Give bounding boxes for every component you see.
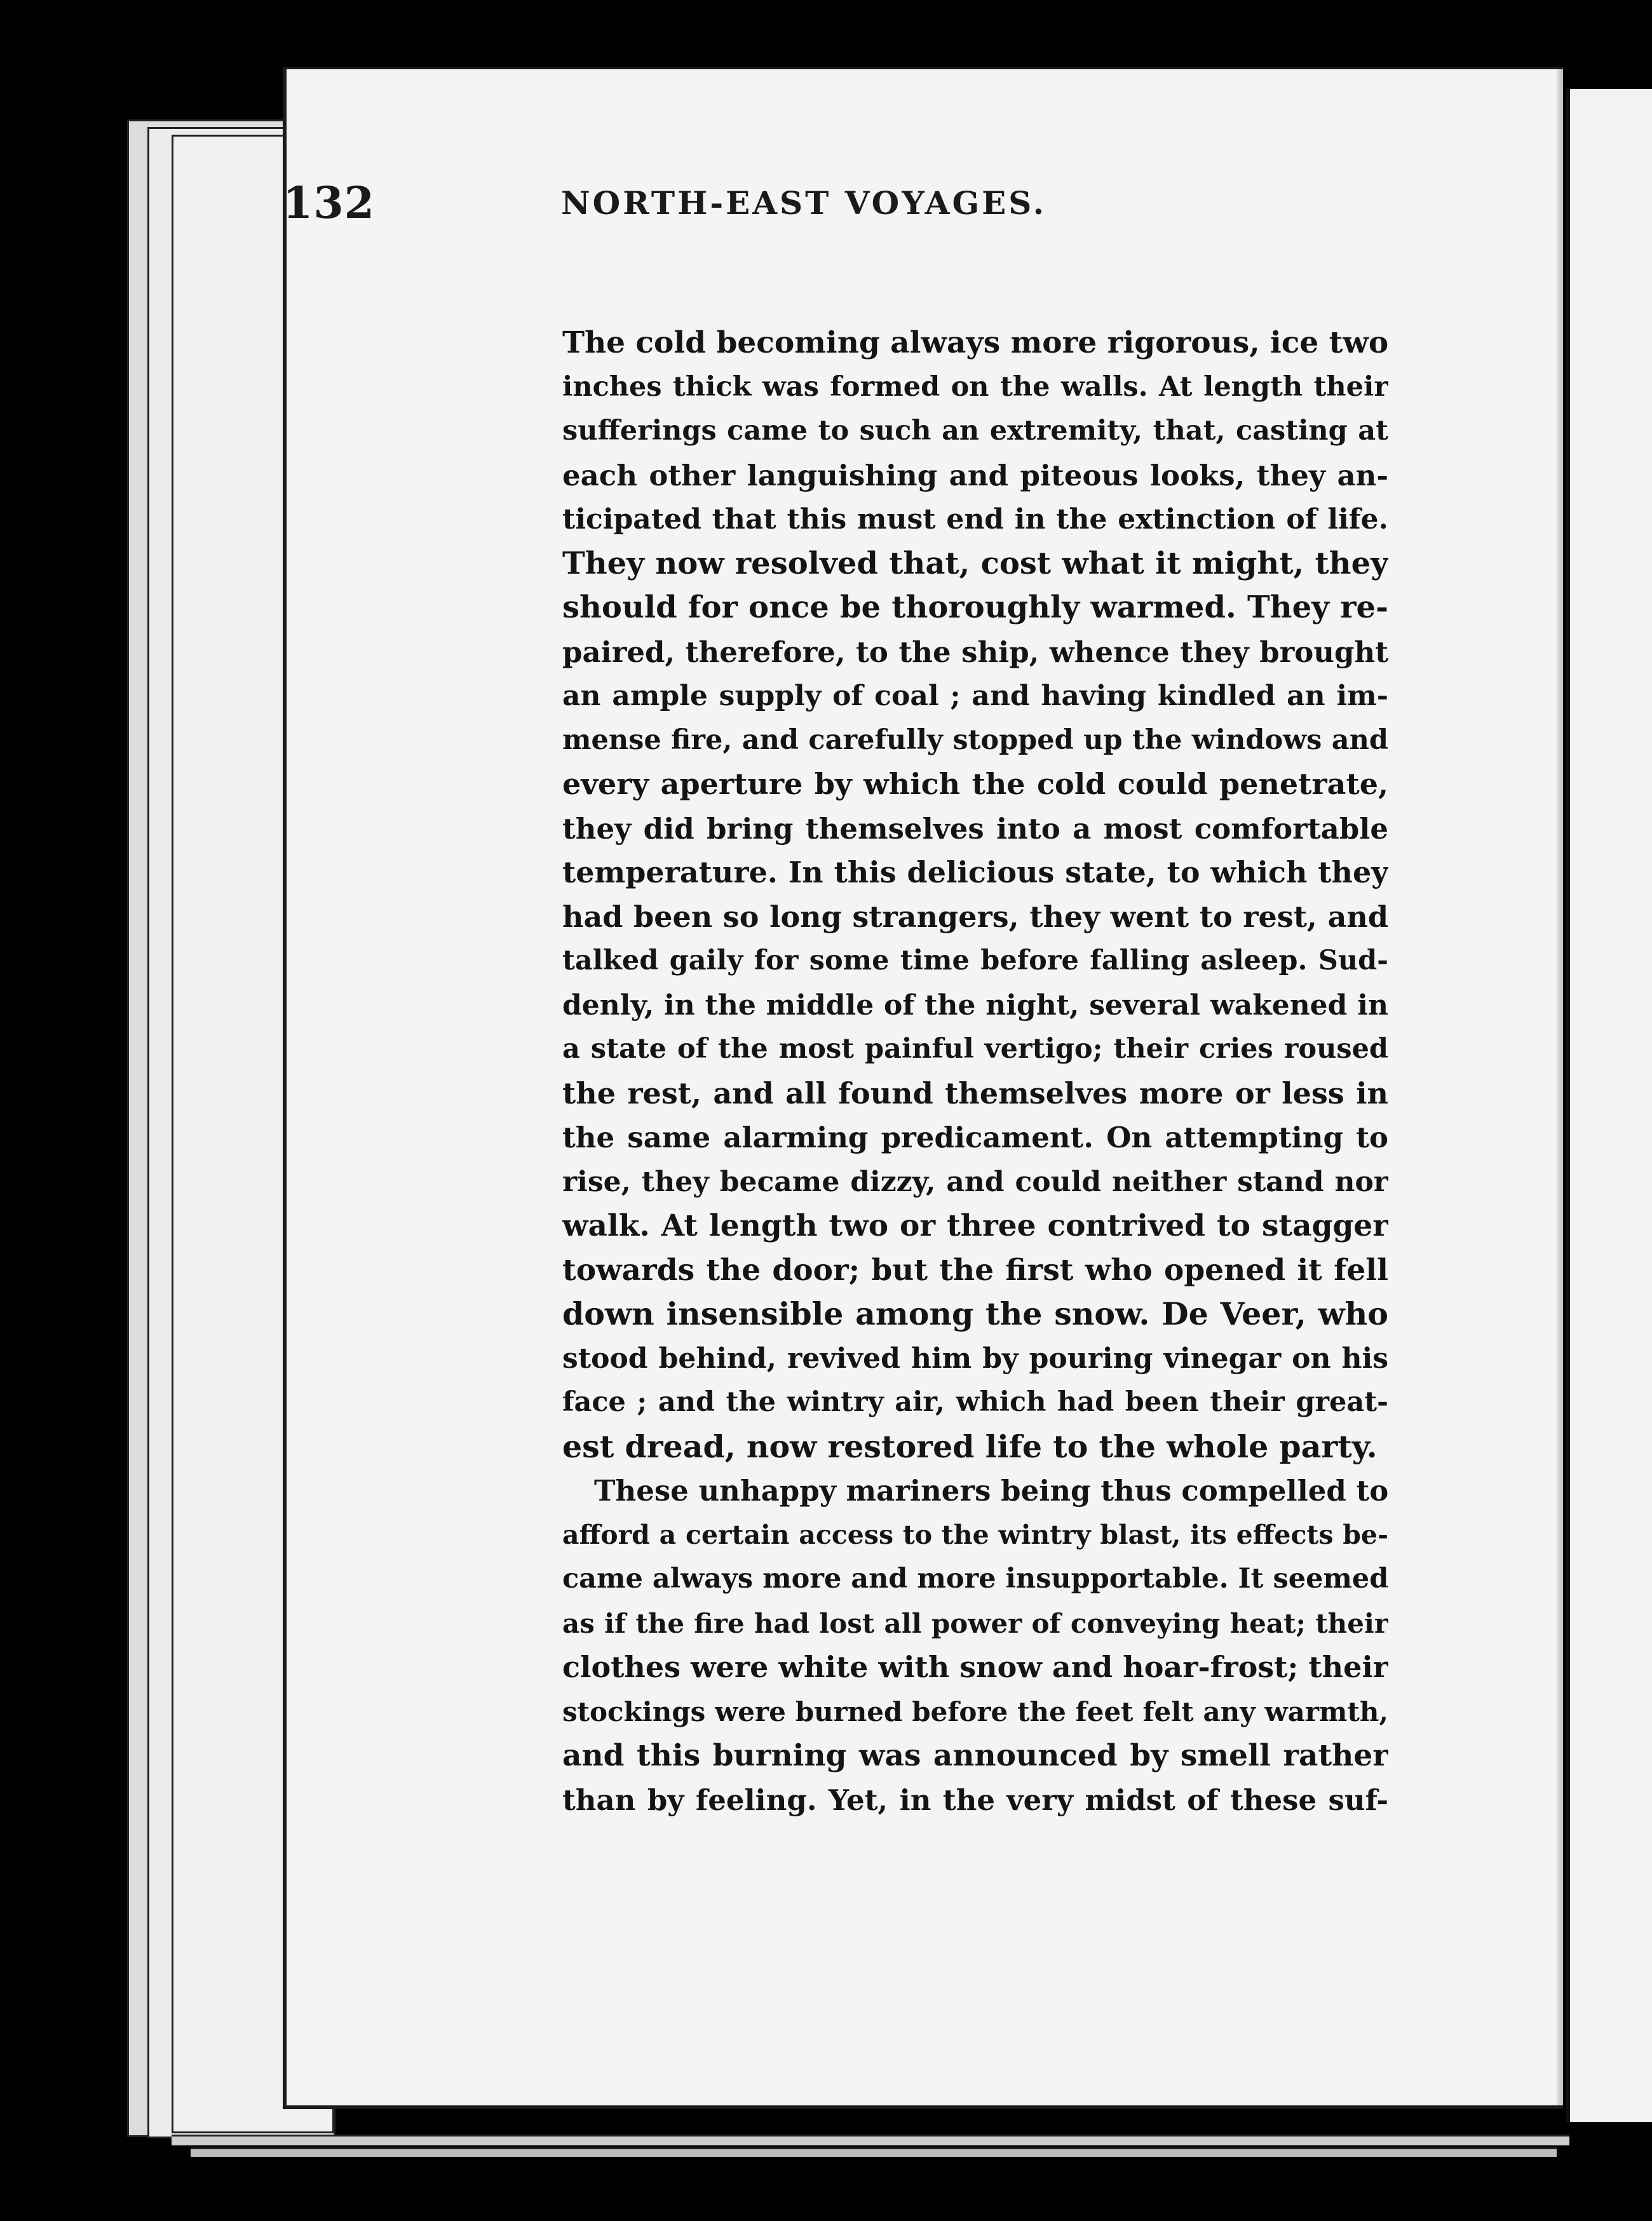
text-line: as if the fire had lost all power of conveying heat; their — [562, 1607, 1388, 1639]
page-number: 132 — [283, 178, 375, 229]
text-line: stockings were burned before the feet felt any warmth, — [562, 1696, 1388, 1727]
text-line: an ample supply of coal ; and having kindled an im- — [562, 680, 1388, 712]
text-line: a state of the most painful vertigo; their cries roused — [562, 1033, 1388, 1065]
body-text — [562, 321, 1388, 1822]
paragraph-1 — [562, 321, 1388, 1469]
text-line: temperature. In this delicious state, to which they — [562, 855, 1388, 889]
text-line: came always more and more insupportable. It seemed — [562, 1563, 1388, 1595]
page-header — [283, 178, 1236, 248]
text-line: ticipated that this must end in the extinction of life. — [562, 503, 1388, 536]
text-line: rise, they became dizzy, and could neither stand nor — [562, 1165, 1388, 1198]
text-line: paired, therefore, to the ship, whence they brought — [562, 635, 1388, 669]
text-line: every aperture by which the cold could penetrate, — [562, 767, 1388, 801]
text-line: The cold becoming always more rigorous, ice two — [562, 325, 1388, 360]
text-line: walk. At length two or three contrived to stagger — [562, 1208, 1388, 1243]
text-line: they did bring themselves into a most comfortable — [562, 811, 1388, 846]
text-line: stood behind, revived him by pouring vinegar on his — [562, 1342, 1388, 1375]
text-line: towards the door; but the first who opened it fell — [562, 1252, 1388, 1288]
page-edge-bottom-lower — [191, 2147, 1557, 2157]
text-line: and this burning was announced by smell rather — [562, 1738, 1388, 1773]
facing-page-edge — [1566, 89, 1652, 2122]
paragraph-2 — [562, 1469, 1388, 1822]
text-line: mense fire, and carefully stopped up the windows and — [562, 724, 1388, 756]
text-line: They now resolved that, cost what it might, they — [562, 545, 1388, 581]
text-line: each other languishing and piteous looks, they an- — [562, 458, 1388, 492]
running-head: NORTH-EAST VOYAGES. — [560, 184, 1047, 222]
text-line: should for once be thoroughly warmed. They re- — [562, 590, 1388, 625]
text-line: the rest, and all found themselves more or less in — [562, 1076, 1388, 1110]
text-line: inches thick was formed on the walls. At length their — [562, 370, 1388, 403]
text-line: est dread, now restored life to the whole party. — [562, 1428, 1378, 1465]
text-line: down insensible among the snow. De Veer, who — [562, 1295, 1388, 1332]
text-line: afford a certain access to the wintry blast, its effects be- — [562, 1519, 1388, 1550]
text-line: had been so long strangers, they went to rest, and — [562, 899, 1388, 934]
text-line: clothes were white with snow and hoar-frost; their — [562, 1650, 1388, 1684]
page-edge-bottom — [172, 2135, 1569, 2145]
text-line: talked gaily for some time before falling asleep. Sud- — [562, 945, 1388, 976]
text-line: denly, in the middle of the night, several wakened in — [562, 989, 1388, 1022]
text-line: the same alarming predicament. On attempting to — [562, 1121, 1388, 1154]
text-line: These unhappy mariners being thus compelled to — [594, 1474, 1388, 1508]
text-line: face ; and the wintry air, which had been their great- — [562, 1386, 1388, 1418]
text-line: sufferings came to such an extremity, that, casting at — [562, 415, 1388, 447]
text-line: than by feeling. Yet, in the very midst of these suf- — [562, 1783, 1388, 1817]
